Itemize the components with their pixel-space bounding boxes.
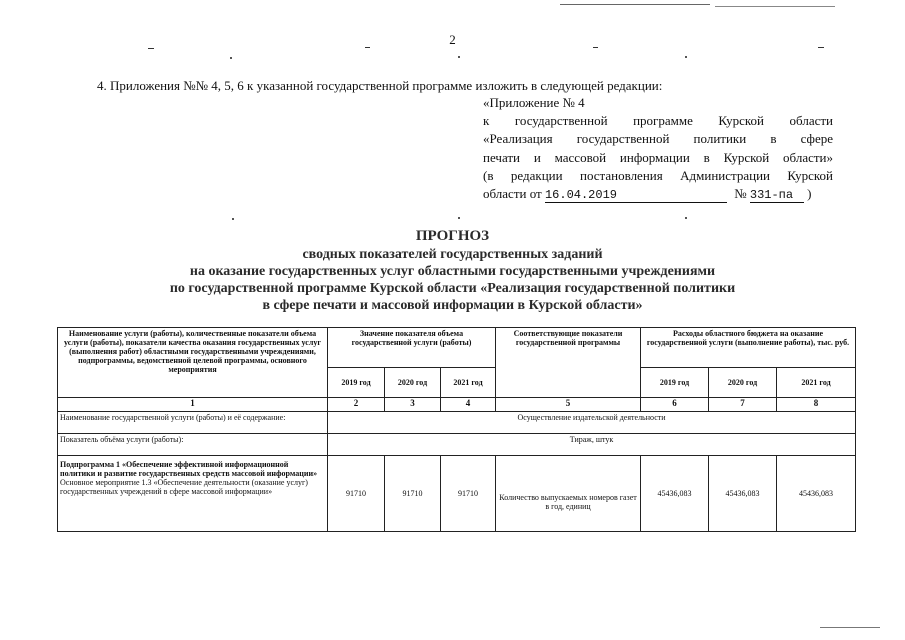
appendix-line: печати и массовой информации в Курской области» <box>483 149 833 165</box>
scan-artifact-speck <box>232 218 234 220</box>
volume-2021: 91710 <box>441 456 496 532</box>
measure-title: Основное мероприятие 1.3 «Обеспечение деятельности (оказание услуг) государственных учреждений в сфере массовой информации» <box>60 478 308 496</box>
appendix-header <box>483 94 833 203</box>
appendix-number-sign: № <box>734 186 747 202</box>
appendix-line: «Реализация государственной политики в сфере <box>483 131 833 147</box>
scan-artifact-speck <box>230 57 232 59</box>
expense-2020: 45436,083 <box>709 456 777 532</box>
header-year-2021-budget: 2021 год <box>777 368 856 398</box>
subprogram-title: Подпрограмма 1 «Обеспечение эффективной информационной политики и развитие государственных средств массовой информации» <box>60 460 318 478</box>
title-line: в сфере печати и массовой информации в Курской области» <box>262 298 643 313</box>
service-label: Наименование государственной услуги (работы) и её содержание: <box>58 412 328 434</box>
expense-2019: 45436,083 <box>641 456 709 532</box>
appendix-close: ) <box>807 186 812 202</box>
column-number: 5 <box>496 398 641 412</box>
column-number: 3 <box>385 398 441 412</box>
column-number: 1 <box>58 398 328 412</box>
document-title <box>0 228 905 314</box>
appendix-date-line <box>483 185 833 203</box>
header-service-name: Наименование услуги (работы), количественные показатели объема услуги (работы), показатели качества оказания государственных услуг (выполнения работ) областными государственными учреждениями, подпрограммы, ведомственной целевой программы, основного мероприятия <box>58 328 328 398</box>
appendix-date-prefix: области от <box>483 186 542 202</box>
header-budget-group: Расходы областного бюджета на оказание государственной услуги (выполнение работы), тыс. руб. <box>641 328 856 368</box>
header-year-2020-budget: 2020 год <box>709 368 777 398</box>
header-volume-group: Значение показателя объема государственной услуги (работы) <box>328 328 496 368</box>
service-row <box>58 412 856 434</box>
indicator-text: Количество выпускаемых номеров газет в год, единиц <box>496 456 641 532</box>
column-number: 4 <box>441 398 496 412</box>
title-line: сводных показателей государственных заданий <box>302 247 603 262</box>
header-year-2021: 2021 год <box>441 368 496 398</box>
appendix-line: (в редакции постановления Администрации Курской <box>483 167 833 183</box>
volume-row <box>58 434 856 456</box>
header-year-2020: 2020 год <box>385 368 441 398</box>
header-indicators: Соответствующие показатели государственной программы <box>496 328 641 398</box>
scan-artifact-line <box>820 627 880 628</box>
appendix-title: «Приложение № 4 <box>483 95 585 110</box>
appendix-date: 16.04.2019 <box>545 188 727 203</box>
column-number: 6 <box>641 398 709 412</box>
scan-artifact-speck <box>458 217 460 219</box>
subprogram-row <box>58 456 856 532</box>
scan-artifact-line <box>715 6 835 7</box>
volume-2020: 91710 <box>385 456 441 532</box>
column-number: 7 <box>709 398 777 412</box>
column-numbers-row <box>58 398 856 412</box>
forecast-table <box>57 327 856 532</box>
volume-value: Тираж, штук <box>328 434 856 456</box>
title-heading: ПРОГНОЗ <box>415 228 490 244</box>
title-line: на оказание государственных услуг областными государственными учреждениями <box>189 264 716 279</box>
volume-label: Показатель объёма услуги (работы): <box>58 434 328 456</box>
scan-artifact-speck <box>458 56 460 58</box>
scan-artifact-line <box>148 48 154 49</box>
expense-2021: 45436,083 <box>777 456 856 532</box>
appendix-line: к государственной программе Курской области <box>483 113 833 129</box>
page-number: 2 <box>449 32 456 47</box>
scan-artifact-speck <box>685 56 687 58</box>
intro-paragraph: 4. Приложения №№ 4, 5, 6 к указанной государственной программе изложить в следующей редакции: <box>97 78 663 93</box>
header-year-2019-budget: 2019 год <box>641 368 709 398</box>
volume-2019: 91710 <box>328 456 385 532</box>
appendix-number: 331-па <box>750 188 804 203</box>
column-number: 8 <box>777 398 856 412</box>
header-year-2019: 2019 год <box>328 368 385 398</box>
column-number: 2 <box>328 398 385 412</box>
subprogram-cell <box>58 456 328 532</box>
service-value: Осуществление издательской деятельности <box>328 412 856 434</box>
scan-artifact-line <box>560 4 710 5</box>
title-line: по государственной программе Курской области «Реализация государственной политики <box>169 281 736 296</box>
scan-artifact-speck <box>685 217 687 219</box>
